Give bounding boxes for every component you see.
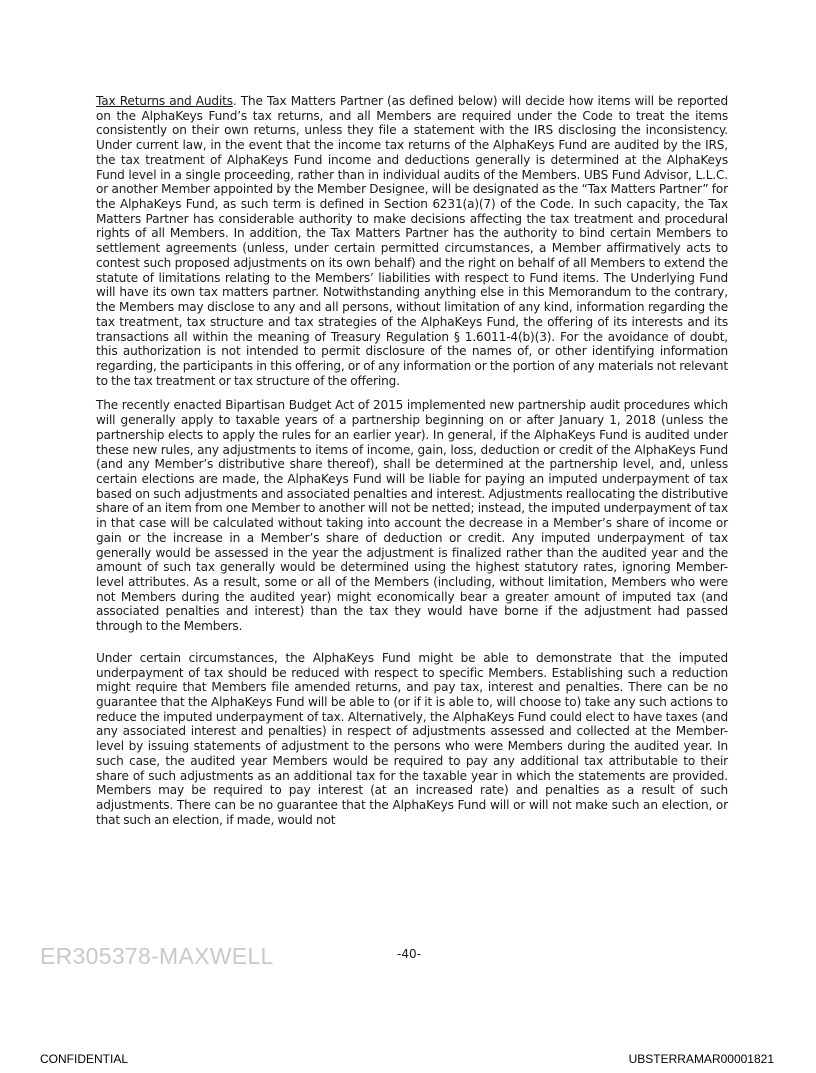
paragraph-bipartisan-budget-act: The recently enacted Bipartisan Budget Act of 2015 implemented new partnership audit procedures which will generally apply to taxable years of a partnership beginning on or after January 1, 2018 (unless the partnership elects to apply the rules for an earlier year). In general, if the AlphaKeys Fund is audited under these new rules, any adjustments to items of income, gain, loss, deduction or credit of the AlphaKeys Fund (and any Member’s distributive share thereof), shall be determined at the partnership level, and, unless certain elections are made, the AlphaKeys Fund will be liable for paying an imputed underpayment of tax based on such adjustments and associated penalties and interest. Adjustments reallocating the distributive share of an item from one Member to another will not be netted; instead, the imputed underpayment of tax in that case will be calculated without taking into account the decrease in a Member’s share of income or gain or the increase in a Member’s share of deduction or credit. Any imputed underpayment of tax generally would be assessed in the year the adjustment is finalized rather than the audited year and the amount of such tax generally would be determined using the highest statutory rates, ignoring Member-level attributes. As a result, some or all of the Members (including, without limitation, Members who were not Members during the audited year) might economically bear a greater amount of imputed tax (and associated penalties and interest) than the tax they would have borne if the adjustment had passed through to the Members.	[96, 398, 728, 634]
paragraph-imputed-underpayment: Under certain circumstances, the AlphaKeys Fund might be able to demonstrate that the imputed underpayment of tax should be reduced with respect to specific Members. Establishing such a reduction might require that Members file amended returns, and pay tax, interest and penalties. There can be no guarantee that the AlphaKeys Fund will be able to (or if it is able to, will choose to) take any such actions to reduce the imputed underpayment of tax. Alternatively, the AlphaKeys Fund could elect to have taxes (and any associated interest and penalties) in respect of adjustments assessed and collected at the Member-level by issuing statements of adjustment to the persons who were Members during the audited year. In such case, the audited year Members would be required to pay any additional tax attributable to their share of such adjustments as an additional tax for the taxable year in which the statements are provided. Members may be required to pay interest (at an increased rate) and penalties as a result of such adjustments. There can be no guarantee that the AlphaKeys Fund will or will not make such an election, or that such an election, if made, would not	[96, 650, 728, 827]
paragraph-1-text: . The Tax Matters Partner (as defined below) will decide how items will be reported on the AlphaKeys Fund’s tax returns, and all Members are required under the Code to treat the items consistently on their own returns, unless they file a statement with the IRS disclosing the inconsistency. Under current law, in the event that the income tax returns of the AlphaKeys Fund are audited by the IRS, the tax treatment of AlphaKeys Fund income and deductions generally is determined at the AlphaKeys Fund level in a single proceeding, rather than in individual audits of the Members. UBS Fund Advisor, L.L.C. or another Member appointed by the Member Designee, will be designated as the “Tax Matters Partner” for the AlphaKeys Fund, as such term is defined in Section 6231(a)(7) of the Code. In such capacity, the Tax Matters Partner has considerable authority to make decisions affecting the tax treatment and procedural rights of all Members. In addition, the Tax Matters Partner has the authority to bind certain Members to settlement agreements (unless, under certain permitted circumstances, a Member affirmatively acts to contest such proposed adjustments on its own behalf) and the right on behalf of all Members to extend the statute of limitations relating to the Members’ liabilities with respect to Fund items. The Underlying Fund will have its own tax matters partner. Notwithstanding anything else in this Memorandum to the contrary, the Members may disclose to any and all persons, without limitation of any kind, information regarding the tax treatment, tax structure and tax strategies of the AlphaKeys Fund, the offering of its interests and its transactions all within the meaning of Treasury Regulation § 1.6011-4(b)(3). For the avoidance of doubt, this authorization is not intended to permit disclosure of the names of, or other identifying information regarding, the participants in this offering, or of any information or the portion of any materials not relevant to the tax treatment or tax structure of the offering.	[96, 94, 728, 388]
control-number: UBSTERRAMAR00001821	[628, 1052, 774, 1066]
page-number: -40-	[397, 947, 421, 961]
section-heading: Tax Returns and Audits	[96, 94, 233, 108]
bates-stamp: ER305378-MAXWELL	[40, 943, 274, 969]
paragraph-tax-returns-and-audits	[96, 94, 728, 388]
confidential-label: CONFIDENTIAL	[40, 1052, 129, 1066]
document-body	[96, 94, 728, 838]
